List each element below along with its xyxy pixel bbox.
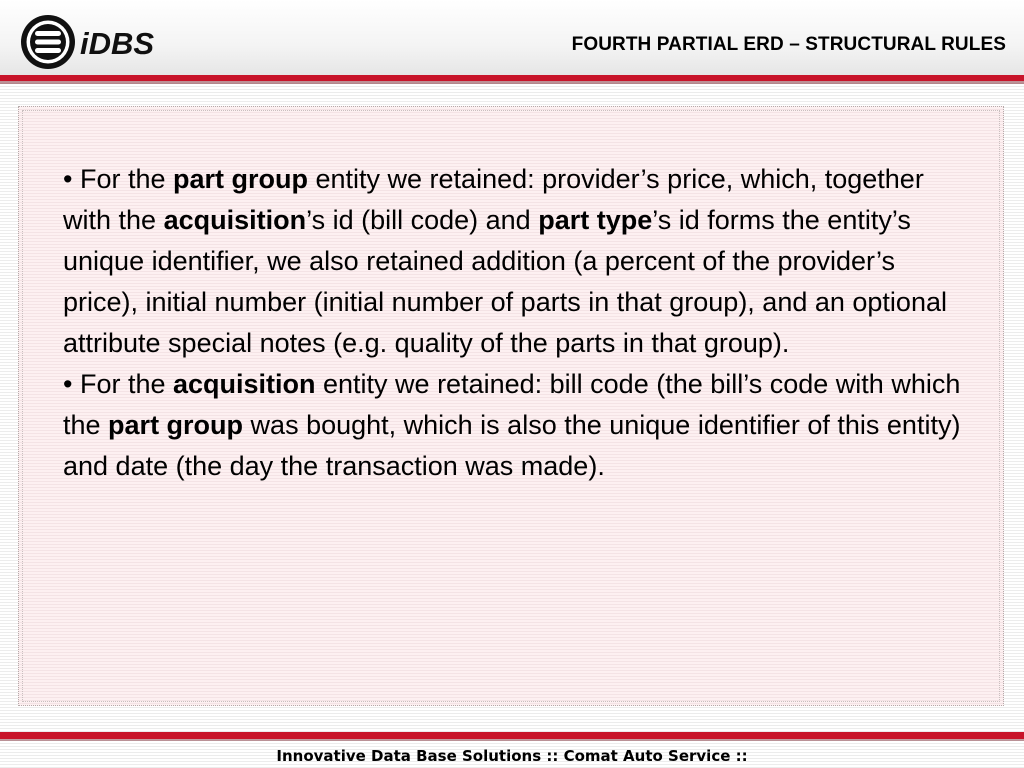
bullet-acquisition-text: • For the [63,369,173,399]
term-part-group: part group [173,164,308,194]
logo-text: iDBS [80,26,155,61]
body-text [63,159,963,487]
header-divider-shadow [0,81,1024,84]
slide-footer [0,741,1024,768]
bullet-part-group-text: ’s id (bill code) and [306,205,539,235]
footer-text: Innovative Data Base Solutions :: Comat Auto Service :: [276,747,748,765]
bullet-part-group [63,159,963,364]
idbs-logo [18,12,178,72]
bullet-part-group-text: ’s id forms the entity’s unique identifier, we also retained addition (a percent of the provider’s price), initial number (initial number of parts in that group), and an optional attribute special notes (e.g. quality of the parts in that group). [63,205,947,358]
term-acquisition: acquisition [173,369,316,399]
footer-divider [0,732,1024,739]
term-part-group: part group [108,410,244,440]
slide-header [0,0,1024,75]
bullet-acquisition-text: entity we retained: bill code (the bill’s code with which the [63,369,961,440]
bullet-acquisition [63,364,963,487]
page-title: FOURTH PARTIAL ERD – STRUCTURAL RULES [571,34,1006,55]
content-panel [18,106,1004,706]
bullet-part-group-text: • For the [63,164,173,194]
bullet-acquisition-text: was bought, which is also the unique identifier of this entity) and date (the day the transaction was made). [63,410,961,481]
term-part-type: part type [538,205,653,235]
database-icon [18,12,178,72]
term-acquisition: acquisition [163,205,307,235]
bullet-part-group-text: entity we retained: provider’s price, which, together with the [63,164,924,235]
